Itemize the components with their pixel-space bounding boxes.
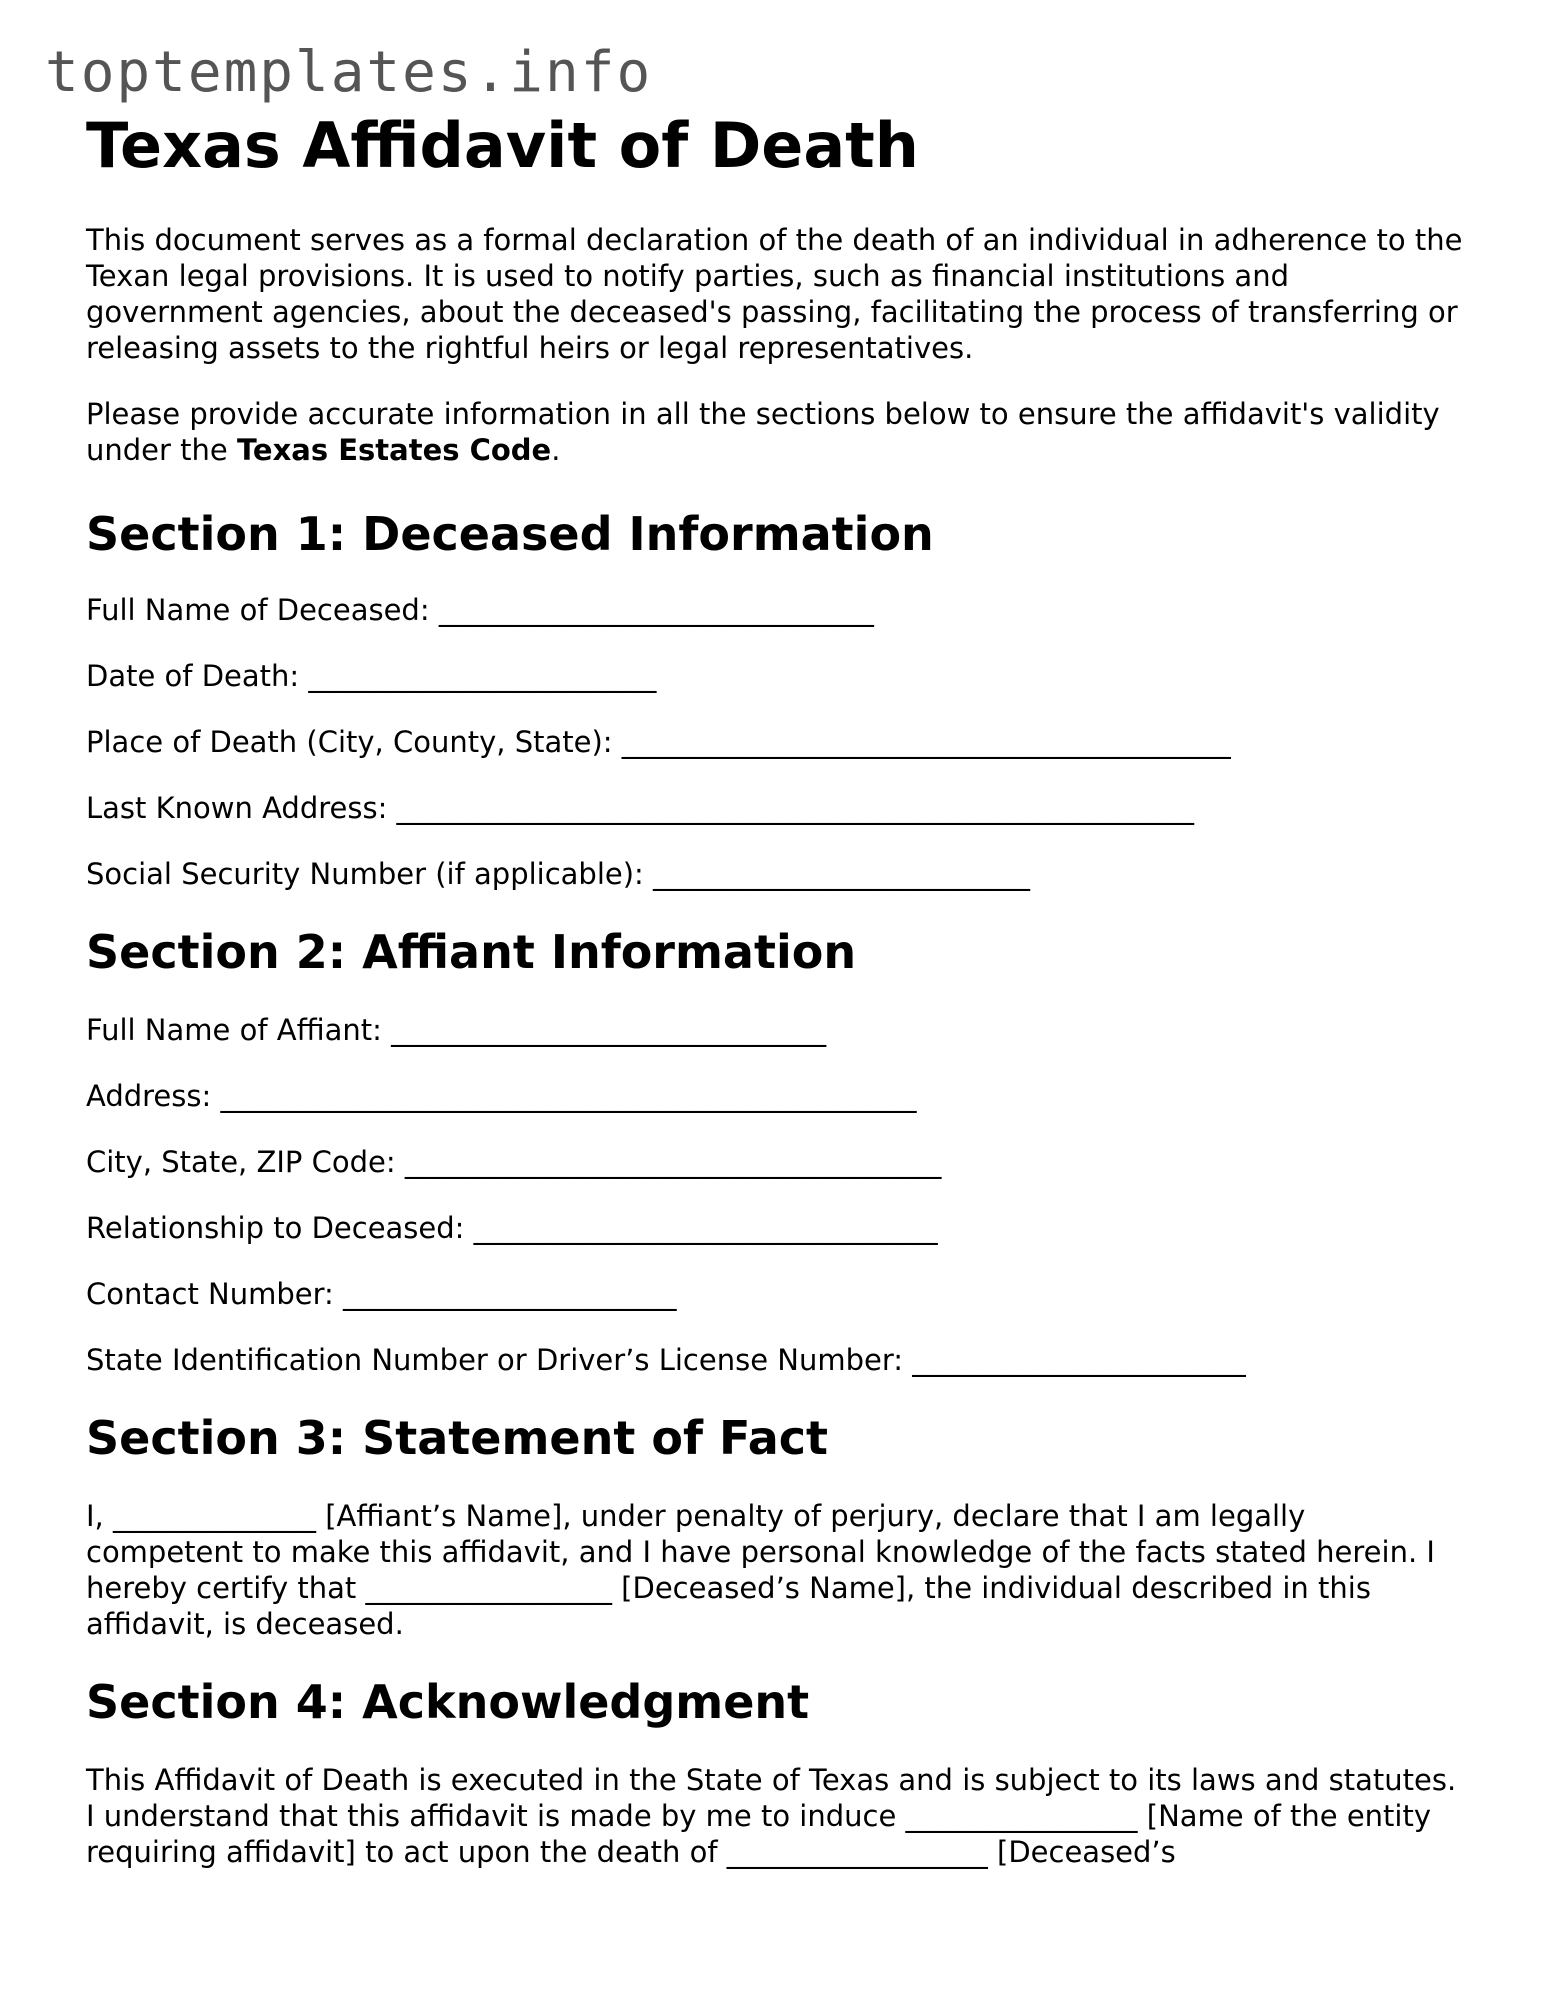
section-2-heading: Section 2: Affiant Information — [86, 925, 857, 979]
document-title: Texas Affidavit of Death — [86, 109, 919, 182]
section-1-fields — [86, 592, 1466, 892]
section-3-heading: Section 3: Statement of Fact — [86, 1411, 829, 1465]
affiant-address-field[interactable]: Address: ________________________________________________ — [86, 1079, 917, 1113]
section-4-heading: Section 4: Acknowledgment — [86, 1675, 810, 1729]
intro-paragraph-2-end: . — [551, 433, 561, 467]
acknowledgment-paragraph: This Affidavit of Death is executed in the State of Texas and is subject to its laws and statutes. I understand that this affidavit is made by me to induce ________________ [Name of the entity requiring affidavit] to act upon the death of __________________ [Deceased’s — [86, 1763, 1457, 1869]
intro-paragraph-1: This document serves as a formal declaration of the death of an individual in adherence to the Texan legal provisions. It is used to notify parties, such as financial institutions and government agencies, about the deceased's passing, facilitating the process of transferring or releasing assets to the rightful heirs or legal representatives. — [86, 223, 1463, 365]
contact-number-field[interactable]: Contact Number: _______________________ — [86, 1277, 677, 1311]
relationship-to-deceased-field[interactable]: Relationship to Deceased: ________________________________ — [86, 1211, 938, 1245]
intro-paragraph-2 — [86, 396, 1466, 468]
deceased-full-name-field[interactable]: Full Name of Deceased: ______________________________ — [86, 593, 874, 627]
social-security-number-field[interactable]: Social Security Number (if applicable): __________________________ — [86, 857, 1031, 891]
last-known-address-field[interactable]: Last Known Address: _______________________________________________________ — [86, 791, 1195, 825]
date-of-death-field[interactable]: Date of Death: ________________________ — [86, 659, 657, 693]
document-body — [86, 110, 1466, 1870]
section-1-heading: Section 1: Deceased Information — [86, 507, 934, 561]
section-2-fields — [86, 1012, 1466, 1378]
affiant-full-name-field[interactable]: Full Name of Affiant: ______________________________ — [86, 1013, 827, 1047]
watermark: toptemplates.info — [45, 40, 653, 105]
statement-of-fact-paragraph: I, ______________ [Affiant’s Name], under penalty of perjury, declare that I am legally competent to make this affidavit, and I have personal knowledge of the facts stated herein. I hereby certify that _________________ [Deceased’s Name], the individual described in this affidavit, is deceased. — [86, 1499, 1435, 1641]
place-of-death-field[interactable]: Place of Death (City, County, State): __________________________________________ — [86, 725, 1231, 759]
state-id-field[interactable]: State Identification Number or Driver’s License Number: _______________________ — [86, 1343, 1246, 1377]
intro-paragraph-2-text: Please provide accurate information in all the sections below to ensure the affidavit's validity under the — [86, 397, 1440, 467]
affiant-city-state-zip-field[interactable]: City, State, ZIP Code: _____________________________________ — [86, 1145, 942, 1179]
texas-estates-code-emphasis: Texas Estates Code — [236, 433, 552, 467]
